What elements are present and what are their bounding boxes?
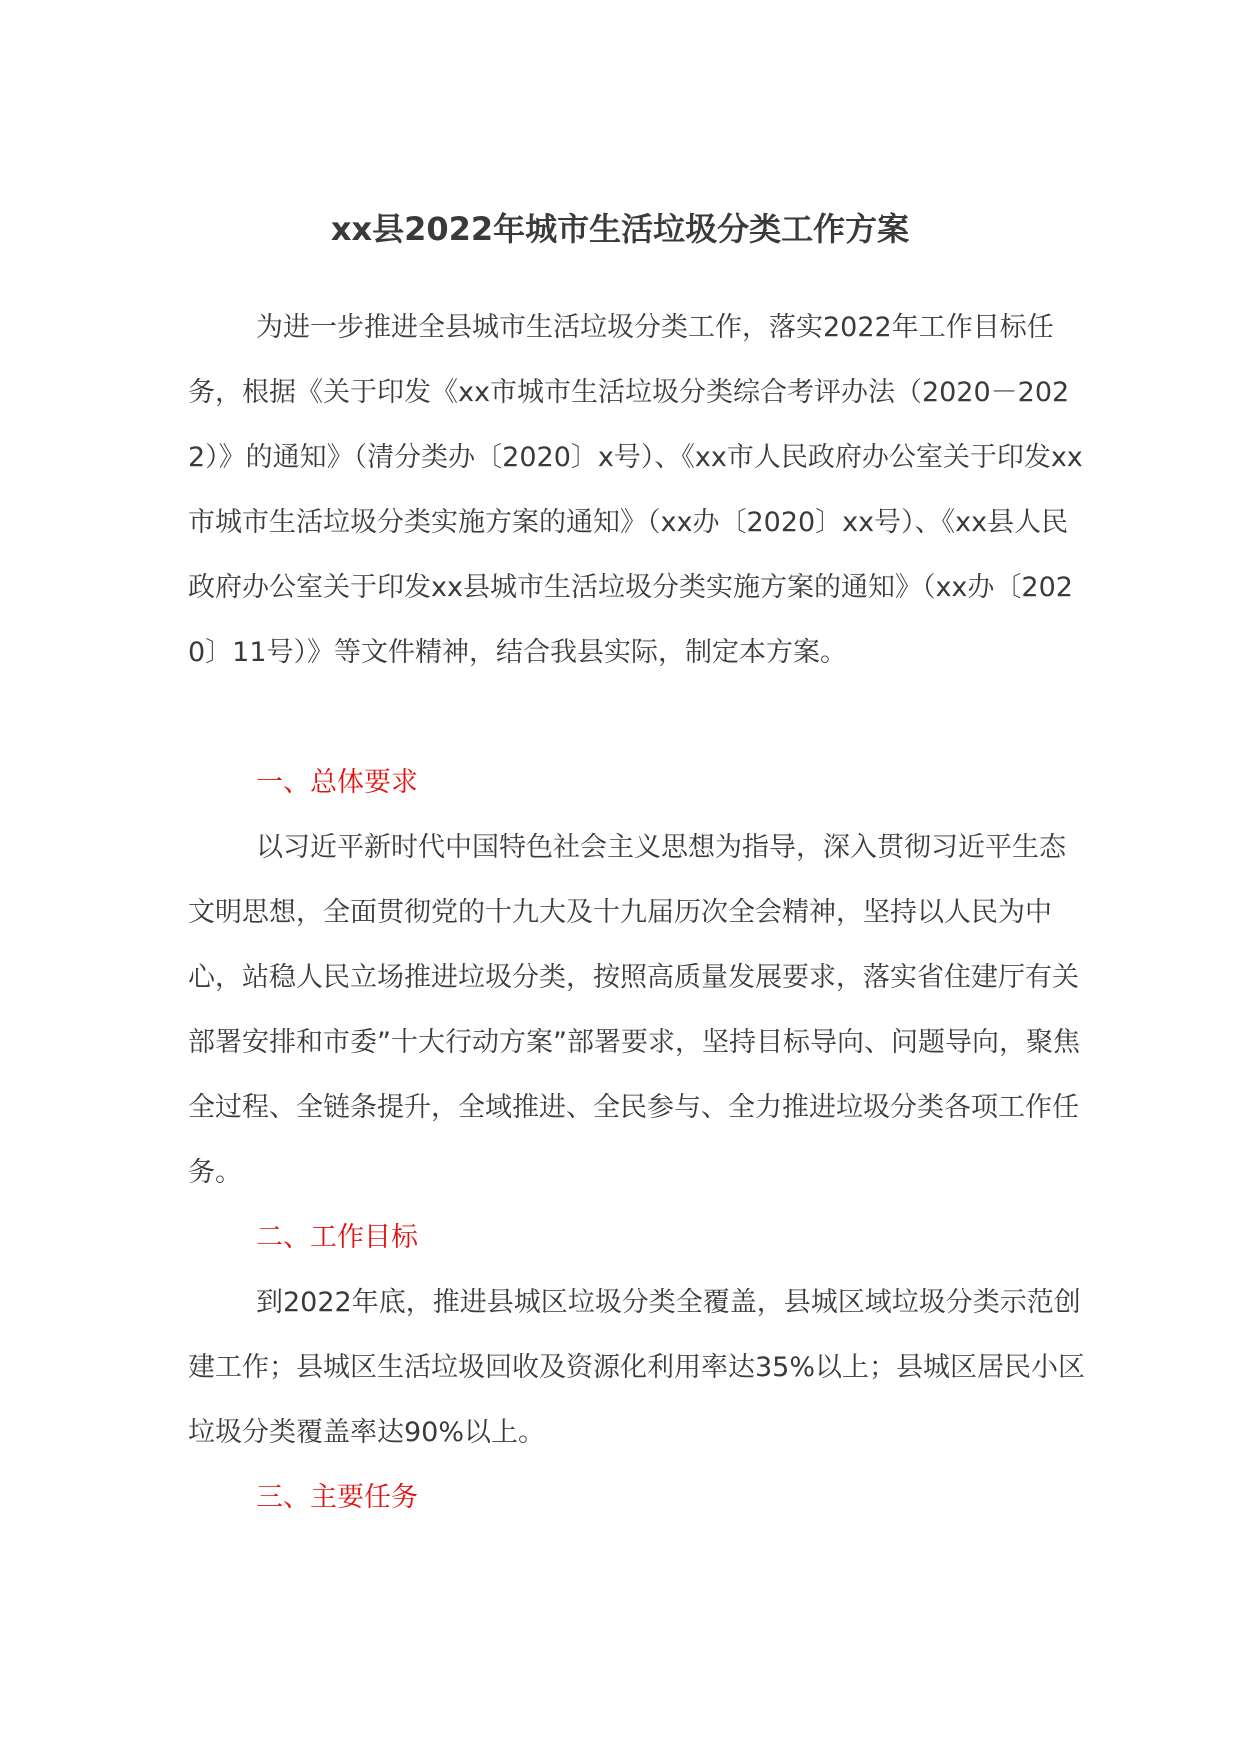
section-3-heading-block — [188, 1465, 1088, 1530]
document-title: xx县2022年城市生活垃圾分类工作方案 — [330, 210, 910, 248]
section-2-heading-block — [188, 1205, 1088, 1270]
section-1-body-block — [188, 815, 1088, 1205]
section-2-body-block — [188, 1270, 1088, 1465]
section-heading-main-tasks: 三、主要任务 — [256, 1482, 418, 1513]
section-heading-general-requirements: 一、总体要求 — [256, 767, 418, 798]
section-1-heading-block — [188, 750, 1088, 815]
section-heading-work-goals: 二、工作目标 — [256, 1222, 418, 1253]
section-paragraph-general-requirements: 以习近平新时代中国特色社会主义思想为指导，深入贯彻习近平生态文明思想，全面贯彻党的十九大及十九届历次全会精神，坚持以人民为中心，站稳人民立场推进垃圾分类，按照高质量发展要求，落实省住建厅有关部署安排和市委”十大行动方案”部署要求，坚持目标导向、问题导向，聚焦全过程、全链条提升，全域推进、全民参与、全力推进垃圾分类各项工作任务。 — [188, 832, 1080, 1188]
section-paragraph-work-goals: 到2022年底，推进县城区垃圾分类全覆盖，县城区域垃圾分类示范创建工作；县城区生活垃圾回收及资源化利用率达35%以上；县城区居民小区垃圾分类覆盖率达90%以上。 — [188, 1287, 1086, 1448]
intro-block — [188, 295, 1088, 685]
intro-paragraph: 为进一步推进全县城市生活垃圾分类工作，落实2022年工作目标任务，根据《关于印发《xx市城市生活垃圾分类综合考评办法（2020－2022）》的通知》（清分类办〔2020〕x号）、《xx市人民政府办公室关于印发xx市城市生活垃圾分类实施方案的通知》（xx办〔2020〕xx号）、《xx县人民政府办公室关于印发xx县城市生活垃圾分类实施方案的通知》（xx办〔2020〕11号）》等文件精神，结合我县实际，制定本方案。 — [188, 312, 1083, 668]
